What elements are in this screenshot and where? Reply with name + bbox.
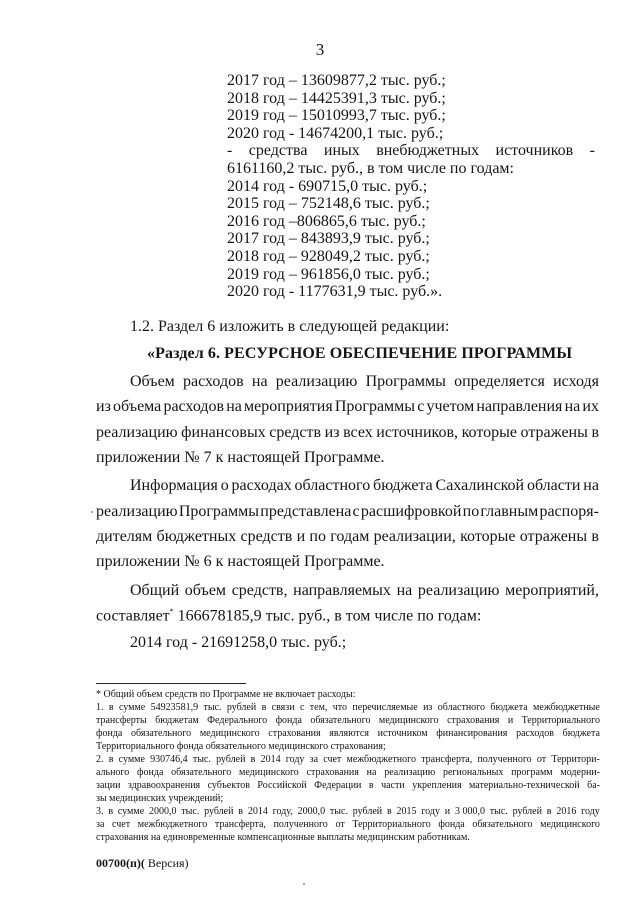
word: 2014 xyxy=(247,806,268,817)
word: и xyxy=(296,528,306,545)
word: финансовых xyxy=(181,424,266,441)
word: являются xyxy=(329,728,369,739)
word: обязательного xyxy=(472,819,533,830)
word: 3. xyxy=(96,806,104,817)
footnote-line xyxy=(96,753,600,766)
word: в xyxy=(368,780,374,791)
word: Программы xyxy=(334,398,416,415)
word: тыс. xyxy=(192,754,211,765)
word: по xyxy=(462,503,480,520)
word: части xyxy=(381,780,405,791)
footnote-divider xyxy=(96,683,246,684)
word: бюджетам xyxy=(155,715,199,726)
word: от xyxy=(335,819,345,830)
list-item: 2020 год - 14674200,1 тыс. руб.; xyxy=(227,124,444,142)
footnote-title: * Общий объем средств по Программе не включает расходы: xyxy=(96,689,356,700)
word: медицинского xyxy=(540,819,600,830)
word: 2000,0 xyxy=(297,806,326,817)
word: областного xyxy=(294,477,371,494)
paragraph-line xyxy=(96,424,599,442)
source-line xyxy=(227,142,595,160)
word: счет xyxy=(323,754,342,765)
word: в xyxy=(261,702,267,713)
word: модерни- xyxy=(560,767,600,778)
word: с xyxy=(352,503,360,520)
word: страхования xyxy=(306,767,359,778)
clause-intro: 1.2. Раздел 6 изложить в следующей редакции: xyxy=(130,318,450,335)
word: тыс. xyxy=(489,806,508,817)
word: году xyxy=(421,806,440,817)
word: рублей xyxy=(512,806,542,817)
word: расходов xyxy=(163,398,225,415)
word: что xyxy=(332,702,348,713)
word: году xyxy=(581,806,600,817)
word: и xyxy=(444,806,451,817)
footnote-line xyxy=(96,766,600,779)
word: реализации, xyxy=(373,528,456,545)
word: медицинского xyxy=(239,767,299,778)
word: 2015 xyxy=(396,806,417,817)
word: рублей xyxy=(216,754,246,765)
word: 54923581,9 xyxy=(150,702,199,713)
word: медицинского xyxy=(378,715,439,726)
word: источников, xyxy=(376,424,459,441)
word: перечисляемые xyxy=(352,702,418,713)
footnote-mark: * xyxy=(169,607,174,616)
word: Территори- xyxy=(551,754,600,765)
word: распоря- xyxy=(539,503,599,520)
word: рублей xyxy=(204,806,234,817)
word: субъектов xyxy=(207,780,250,791)
word: 2016 xyxy=(556,806,577,817)
footnote-line xyxy=(96,818,600,831)
paragraph-line: приложении № 7 к настоящей Программе. xyxy=(96,449,385,466)
footnote-line xyxy=(96,714,600,727)
word: в xyxy=(108,754,114,765)
word: отражены xyxy=(519,528,588,545)
word: рублей xyxy=(352,806,383,817)
word: за xyxy=(309,754,319,765)
word: тыс. xyxy=(329,806,348,817)
paragraph-line xyxy=(96,607,599,625)
word: полученного xyxy=(477,754,532,765)
word: областного xyxy=(437,702,486,713)
word: обязательного xyxy=(171,767,232,778)
list-item: 2018 год – 14425391,3 тыс. руб.; xyxy=(227,89,446,107)
word: ального xyxy=(96,767,130,778)
footnote-line xyxy=(96,727,600,740)
paragraph-line xyxy=(96,528,599,546)
word: страхования xyxy=(268,728,321,739)
word: на xyxy=(583,477,599,494)
word: региональных xyxy=(442,767,504,778)
word: отражены xyxy=(520,424,588,441)
word: учетом xyxy=(426,398,475,415)
paragraph-line xyxy=(130,477,599,495)
word: зации xyxy=(96,780,121,791)
word: Сахалинской xyxy=(435,477,525,494)
footnote-line xyxy=(96,779,600,792)
word: направления xyxy=(476,398,563,415)
word: 1. xyxy=(96,702,104,713)
word: в xyxy=(238,806,244,817)
word: рублей xyxy=(226,702,257,713)
word: в xyxy=(591,528,599,545)
word: тыс. xyxy=(181,806,200,817)
word: расходов xyxy=(183,373,244,390)
footnote-line xyxy=(96,805,600,818)
word: 2. xyxy=(96,754,104,765)
page-number: 3 xyxy=(315,40,325,59)
word: Территориального xyxy=(352,819,431,830)
funding-list xyxy=(227,72,595,301)
word: всех xyxy=(343,424,373,441)
word: по xyxy=(309,528,326,545)
word: Территориального xyxy=(521,715,600,726)
word: - xyxy=(589,142,595,160)
list-item: 2020 год - 1177631,9 тыс. руб.». xyxy=(227,283,443,301)
word: 930746,4 xyxy=(150,754,188,765)
word: году, xyxy=(272,806,293,817)
word: мероприятия xyxy=(244,398,333,415)
word: укрепления xyxy=(412,780,462,791)
list-item: 2015 год – 752148,6 тыс. руб.; xyxy=(227,195,430,213)
word: в xyxy=(250,754,256,765)
list-item: 2017 год – 843893,9 тыс. руб.; xyxy=(227,230,430,248)
word: - xyxy=(227,142,233,160)
word: на xyxy=(251,373,268,390)
word: в xyxy=(108,806,114,817)
word: реализацию xyxy=(275,373,358,390)
list-item: 2019 год – 961856,0 тыс. руб.; xyxy=(227,265,430,283)
word: от xyxy=(536,754,547,765)
word: Федерации xyxy=(314,780,362,791)
word: фонда xyxy=(438,819,465,830)
word: главным xyxy=(480,503,539,520)
word: расшифровкой xyxy=(360,503,462,520)
word: в xyxy=(108,702,114,713)
word: Информация xyxy=(130,477,218,494)
word: объем xyxy=(184,582,227,599)
source-total: 6161160,2 тыс. руб., в том числе по годам: xyxy=(227,159,514,177)
total-value: 166678185,9 тыс. руб., в том числе по годам: xyxy=(173,607,482,625)
word: трансферта, xyxy=(214,819,266,830)
word: средств, xyxy=(231,582,288,599)
word: ба- xyxy=(587,780,600,791)
word: Программы xyxy=(178,503,260,520)
word: 3 000,0 xyxy=(454,806,485,817)
word: здравоохранения xyxy=(127,780,201,791)
word: страхования xyxy=(447,715,500,726)
word: Федерального xyxy=(207,715,268,726)
word: реализацию xyxy=(96,424,178,441)
word: обязательного xyxy=(131,728,192,739)
word: бюджета xyxy=(490,702,528,713)
word: финансирования xyxy=(436,728,508,739)
scan-speck xyxy=(91,511,93,513)
word: дителям xyxy=(96,528,153,545)
word: на xyxy=(226,398,242,415)
word: сумме xyxy=(118,754,145,765)
word: объема xyxy=(113,398,162,415)
paragraph-line xyxy=(130,373,599,391)
word: 2014 xyxy=(260,754,281,765)
word: с xyxy=(299,702,305,713)
word: на xyxy=(396,582,413,599)
word: реализацию xyxy=(417,582,500,599)
footnote-line: зы медицинских учреждений; xyxy=(96,793,224,804)
word: в xyxy=(546,806,552,817)
word: реализацию xyxy=(96,503,178,520)
word: медицинского xyxy=(199,728,260,739)
paragraph-line: 2014 год - 21691258,0 тыс. руб.; xyxy=(130,634,347,651)
document-version: Версия) xyxy=(144,856,189,870)
word: средств xyxy=(240,528,293,545)
word: области xyxy=(526,477,581,494)
document-code xyxy=(96,856,189,871)
word: средств xyxy=(269,424,322,441)
word: направляемых xyxy=(293,582,391,599)
total-label: составляет xyxy=(96,607,170,625)
word: сумме xyxy=(117,806,145,817)
word: с xyxy=(417,398,425,415)
word: в xyxy=(591,424,599,441)
footnote-line: страхования на единовременные компенсационные выплаты медицинским работникам. xyxy=(96,832,470,843)
word: Общий xyxy=(130,582,180,599)
word: которые xyxy=(460,528,516,545)
word: межбюджетного xyxy=(137,819,208,830)
word: программ xyxy=(511,767,553,778)
word: расходов xyxy=(516,728,554,739)
word: исходя xyxy=(553,373,599,390)
word: которые xyxy=(461,424,517,441)
word: о xyxy=(220,477,229,494)
word: расходах xyxy=(231,477,292,494)
document-code-number: 00700(п)( xyxy=(96,856,145,870)
word: бюджета xyxy=(373,477,433,494)
footnote-line xyxy=(96,701,600,714)
word: бюджета xyxy=(562,728,600,739)
word: реализацию xyxy=(384,767,436,778)
word: сумме xyxy=(118,702,146,713)
paragraph-line xyxy=(96,503,599,521)
word: бюджетных xyxy=(156,528,237,545)
word: из xyxy=(96,398,111,415)
word: материально-технической xyxy=(469,780,580,791)
word: обязательного xyxy=(310,715,371,726)
word: счет xyxy=(112,819,131,830)
word: из xyxy=(423,702,433,713)
word: за xyxy=(96,819,105,830)
word: связи xyxy=(271,702,295,713)
word: на xyxy=(366,767,377,778)
word: из xyxy=(324,424,340,441)
scan-speck xyxy=(303,883,305,885)
word: Программы xyxy=(365,373,446,390)
word: средства xyxy=(248,142,308,160)
word: году xyxy=(285,754,305,765)
list-item: 2018 год – 928049,2 тыс. руб.; xyxy=(227,247,430,265)
word: внебюджетных xyxy=(376,142,480,160)
word: Объем xyxy=(130,373,175,390)
word: годам xyxy=(330,528,370,545)
word: трансферты xyxy=(96,715,147,726)
word: тем, xyxy=(309,702,328,713)
word: фонда xyxy=(137,767,164,778)
word: межбюджетного xyxy=(346,754,416,765)
word: и xyxy=(507,715,514,726)
word: полученного xyxy=(273,819,328,830)
word: источником xyxy=(377,728,428,739)
word: источников xyxy=(495,142,574,160)
paragraph-line: приложении № 6 к настоящей Программе. xyxy=(96,553,385,570)
word: определяется xyxy=(454,373,545,390)
word: мероприятий, xyxy=(505,582,599,599)
word: трансферта, xyxy=(421,754,473,765)
word: в xyxy=(386,806,392,817)
footnote-line: Территориального фонда обязательного медицинского страхования; xyxy=(96,741,386,752)
word: их xyxy=(582,398,599,415)
word: иных xyxy=(323,142,360,160)
word: фонда xyxy=(275,715,302,726)
paragraph-line xyxy=(96,398,599,416)
list-item: 2019 год – 15010993,7 тыс. руб.; xyxy=(227,107,446,125)
word: 2000,0 xyxy=(148,806,177,817)
word: представлена xyxy=(260,503,352,520)
word: на xyxy=(564,398,581,415)
list-item: 2016 год –806865,6 тыс. руб.; xyxy=(227,212,426,230)
word: межбюджетные xyxy=(533,702,600,713)
word: фонда xyxy=(96,728,123,739)
word: тыс. xyxy=(203,702,222,713)
section-heading: «Раздел 6. РЕСУРСНОЕ ОБЕСПЕЧЕНИЕ ПРОГРАММЫ xyxy=(147,345,573,362)
word: Российской xyxy=(257,780,307,791)
list-item: 2017 год – 13609877,2 тыс. руб.; xyxy=(227,72,446,89)
list-item: 2014 год - 690715,0 тыс. руб.; xyxy=(227,177,428,195)
paragraph-line xyxy=(130,582,599,600)
